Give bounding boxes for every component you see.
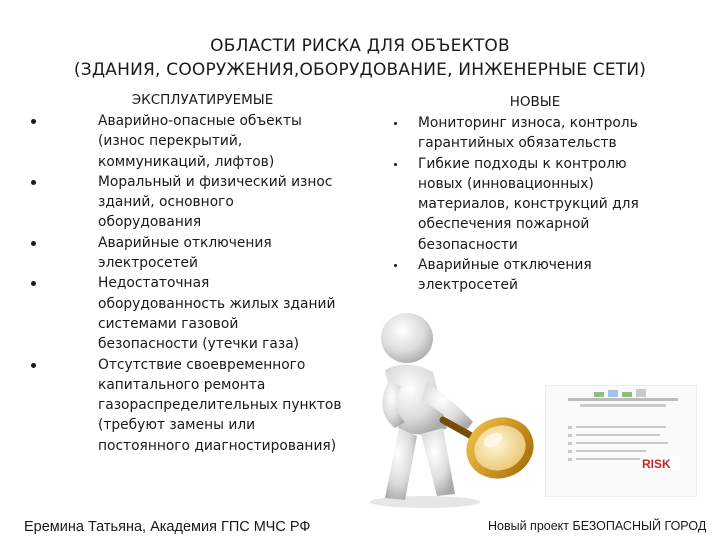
document-thumbnail — [545, 385, 697, 497]
operated-risk-item-line: постоянного диагностирования) — [98, 437, 337, 454]
slide-title — [0, 34, 720, 82]
new-risk-list — [418, 113, 670, 296]
operated-risk-item-line: (требуют замены или — [98, 417, 256, 434]
operated-risk-item — [98, 273, 358, 354]
footer-project: Новый проект БЕЗОПАСНЫЙ ГОРОД — [488, 519, 707, 533]
new-risk-item — [418, 255, 670, 296]
new-risk-item — [418, 113, 670, 154]
heading-operated: ЭКСПЛУАТИРУЕМЫЕ — [131, 92, 274, 108]
operated-risk-item-line: Недостаточная — [98, 275, 210, 292]
new-risk-item-line: электросетей — [418, 277, 519, 294]
operated-risk-item-line: системами газовой — [98, 315, 239, 332]
title-line-1: ОБЛАСТИ РИСКА ДЛЯ ОБЪЕКТОВ — [210, 36, 510, 56]
bullet-icon — [394, 122, 397, 125]
operated-risk-item-line: оборудованность жилых зданий — [98, 295, 336, 312]
operated-risk-item-line: Отсутствие своевременного — [98, 356, 306, 373]
bullet-icon — [31, 281, 36, 286]
bullet-icon — [394, 264, 397, 267]
bullet-icon — [31, 119, 36, 124]
new-risk-item-line: Гибкие подходы к контролю — [418, 155, 627, 172]
bullet-icon — [31, 241, 36, 246]
new-risk-item-line: новых (инновационных) — [418, 175, 594, 192]
new-risk-item-line: материалов, конструкций для — [418, 196, 639, 213]
operated-risk-item-line: безопасности (утечки газа) — [98, 336, 300, 353]
new-risk-item-line: гарантийных обязательств — [418, 135, 617, 152]
operated-risk-item — [98, 172, 358, 233]
new-risk-item-line: Мониторинг износа, контроль — [418, 115, 638, 131]
new-risk-item-line: безопасности — [418, 236, 518, 253]
figure-illustration — [355, 310, 535, 510]
operated-risk-item-line: (износ перекрытий, — [98, 133, 243, 150]
new-risk-item-line: обеспечения пожарной — [418, 216, 590, 233]
bullet-icon — [31, 180, 36, 185]
new-risk-item — [418, 154, 670, 255]
operated-risk-item — [98, 111, 358, 172]
heading-new: НОВЫЕ — [509, 94, 561, 110]
bullet-icon — [31, 363, 36, 368]
risk-logo: RISK — [642, 457, 671, 471]
operated-risk-item-line: зданий, основного — [98, 194, 234, 211]
operated-risk-item-line: оборудования — [98, 214, 202, 231]
footer-author: Еремина Татьяна, Академия ГПС МЧС РФ — [24, 519, 311, 535]
bullet-icon — [394, 163, 397, 166]
operated-risk-item-line: Аварийные отключения — [98, 234, 272, 251]
operated-risk-item — [98, 355, 358, 456]
title-line-2: (ЗДАНИЯ, СООРУЖЕНИЯ,ОБОРУДОВАНИЕ, ИНЖЕНЕРНЫЕ СЕТИ) — [73, 60, 647, 80]
operated-risk-item-line: электросетей — [98, 255, 199, 272]
document-illustration — [546, 386, 696, 496]
new-risk-item-line: Аварийные отключения — [418, 257, 592, 274]
operated-risk-list — [98, 111, 358, 456]
operated-risk-item-line: газораспределительных пунктов — [98, 397, 342, 414]
operated-risk-item-line: капитального ремонта — [98, 376, 266, 393]
operated-risk-item — [98, 233, 358, 274]
magnifier-figure-icon — [355, 310, 535, 510]
operated-risk-item-line: Аварийно-опасные объекты — [98, 113, 302, 129]
operated-risk-item-line: коммуникаций, лифтов) — [98, 153, 275, 170]
operated-risk-item-line: Моральный и физический износ — [98, 173, 333, 190]
